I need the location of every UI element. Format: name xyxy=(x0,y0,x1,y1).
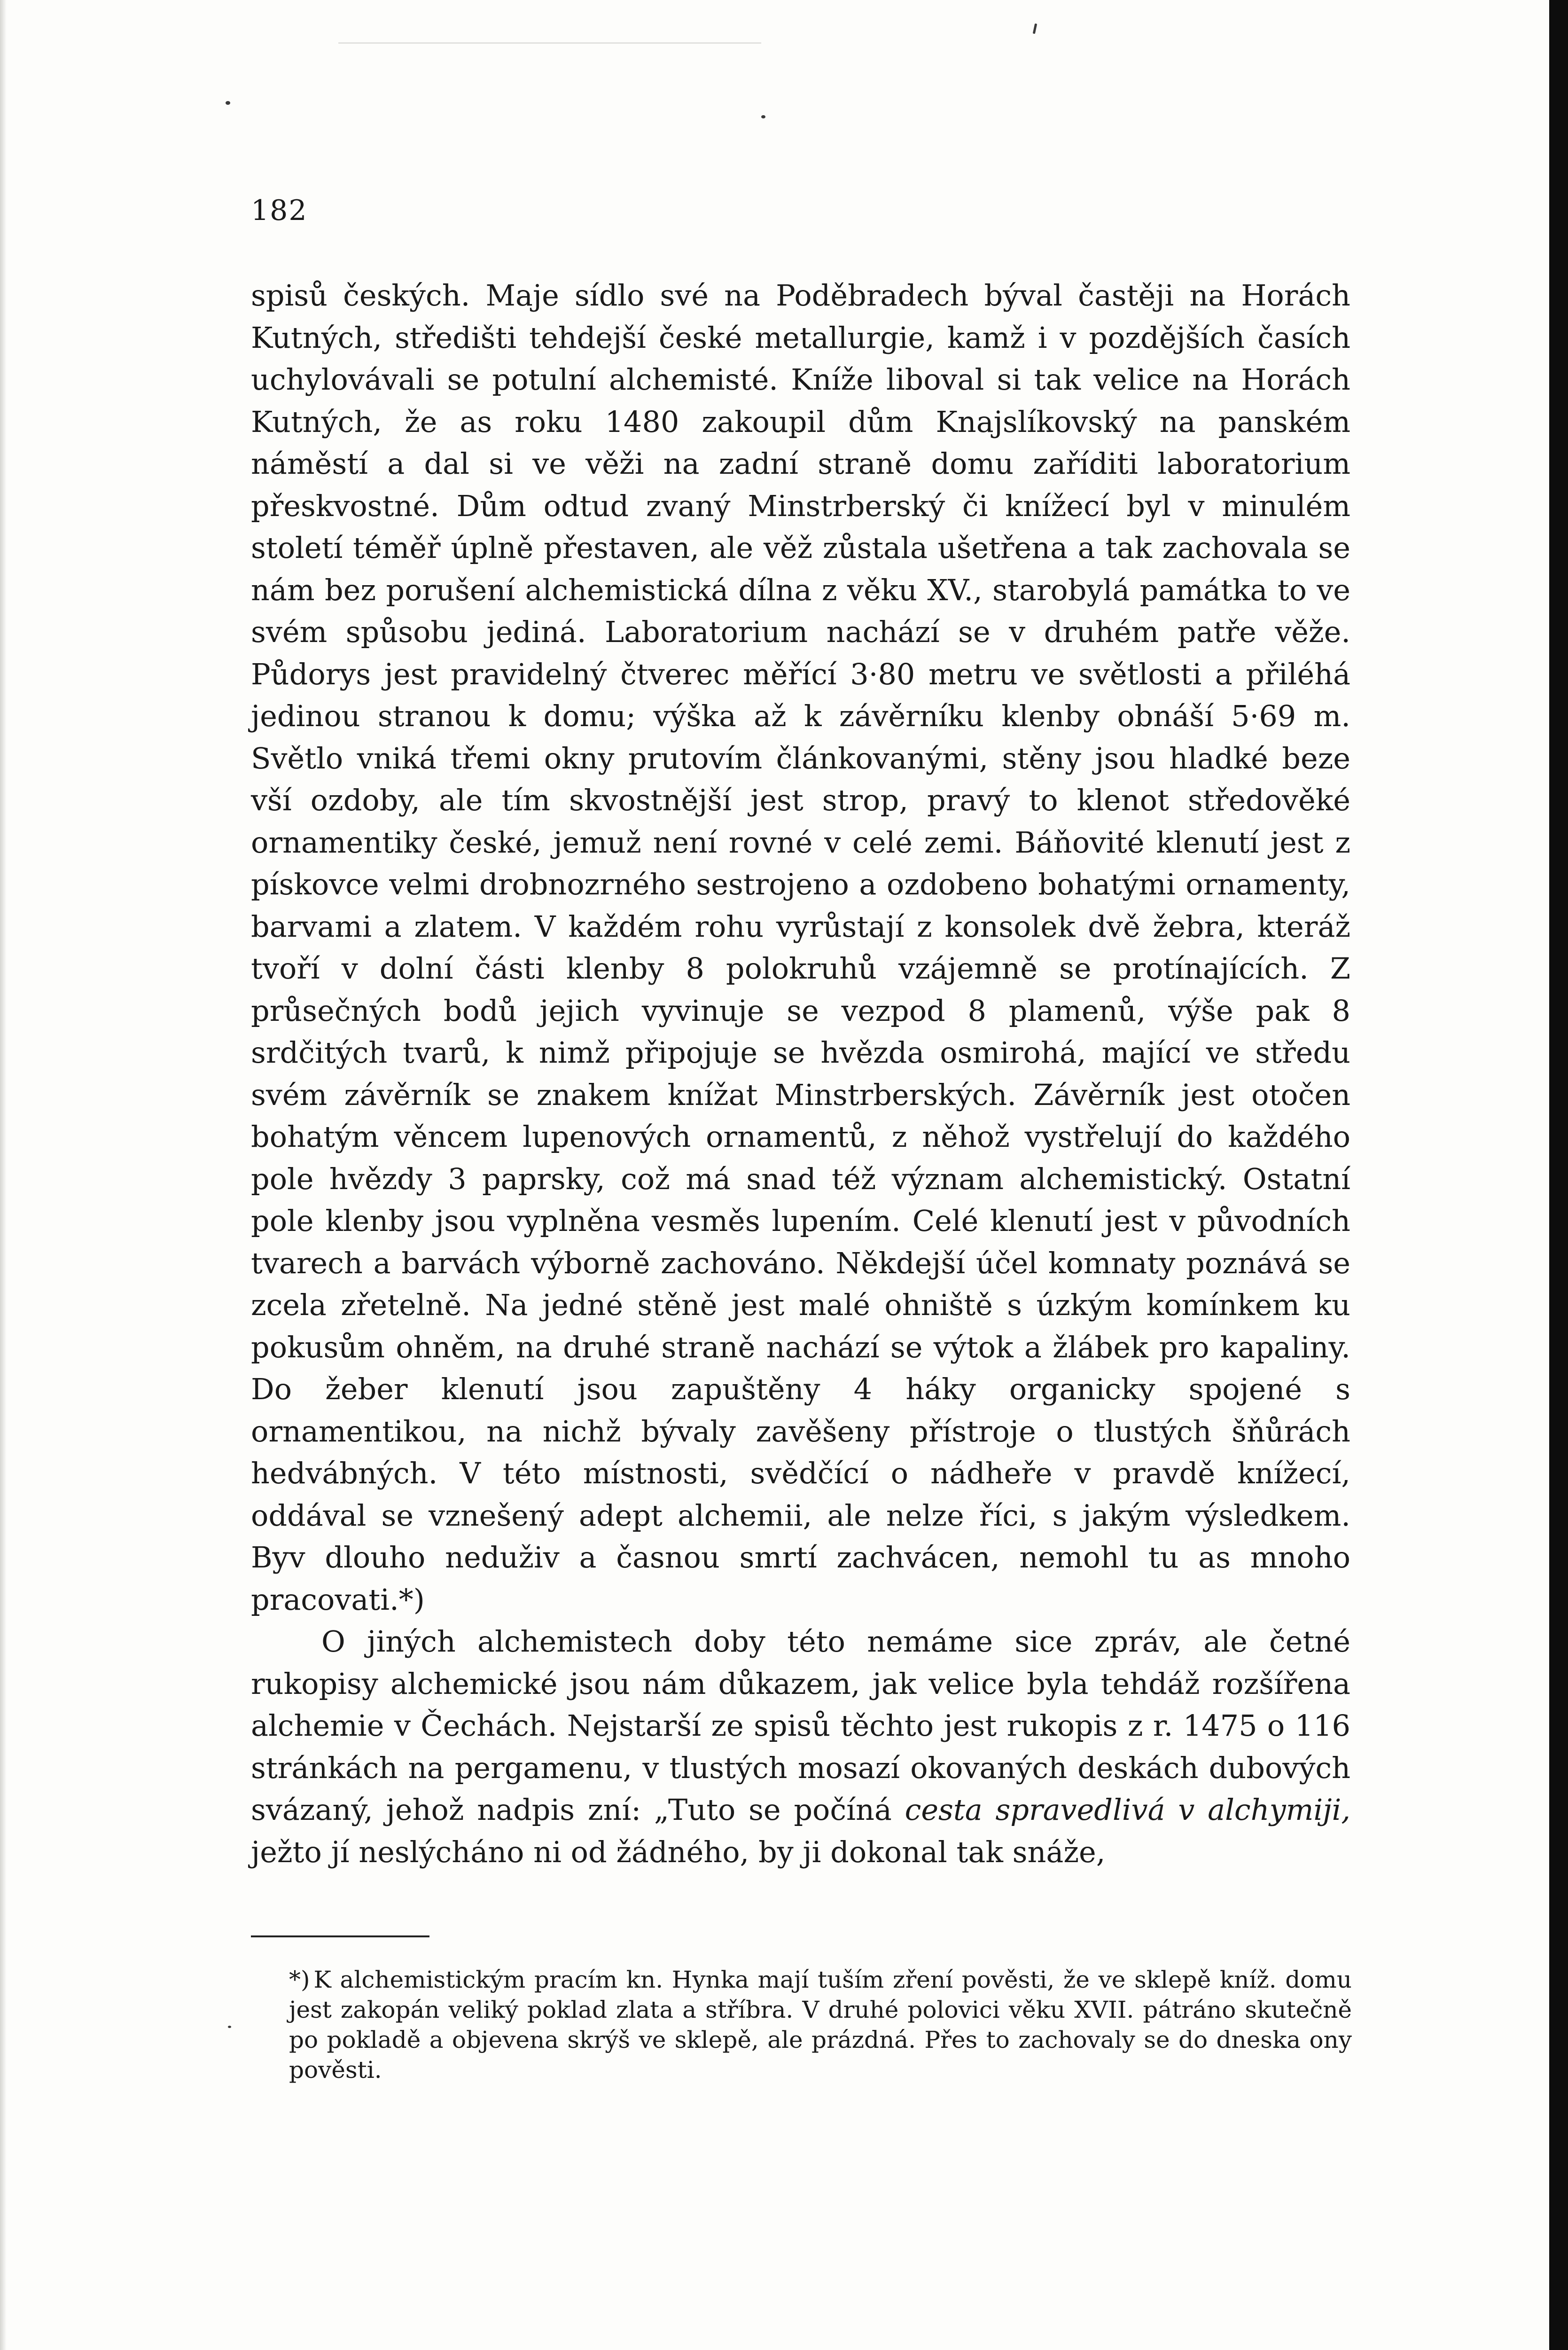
footnote xyxy=(289,1965,1352,2085)
paragraph-text: O jiných alchemistech doby této nemáme sice zpráv, ale četné rukopisy alchemické jsou nám důkazem, jak velice byla tehdáž rozšířena alchemie v Čechách. Nejstarší ze spisů těchto jest rukopis z r. 1475 o 116 stránkách na pergamenu, v tlustých mosazí okovaných deskách dubových svázaný, jehož nadpis zní: „Tuto se počíná xyxy=(251,1624,1350,1827)
footnote-marker: *) xyxy=(289,1966,310,1993)
scan-frame-right xyxy=(1549,0,1568,2350)
scan-speck xyxy=(1033,24,1037,34)
paragraph xyxy=(251,1621,1350,1873)
scan-top-fold xyxy=(338,0,761,44)
paragraph: spisů českých. Maje sídlo své na Poděbradech býval častěji na Horách Kutných, středišti tehdejší české metallurgie, kamž i v pozdějších časích uchylovávali se potulní alchemisté. Kníže liboval si tak velice na Horách Kutných, že as roku 1480 zakoupil dům Knajslíkovský na panském náměstí a dal si ve věži na zadní straně domu zaříditi laboratorium přeskvostné. Dům odtud zvaný Minstrberský či knížecí byl v minulém století téměř úplně přestaven, ale věž zůstala ušetřena a tak zachovala se nám bez porušení alchemistická dílna z věku XV., starobylá památka to ve svém spůsobu jediná. Laboratorium nachází se v druhém patře věže. Půdorys jest pravidelný čtverec měřící 3·80 metru ve světlosti a přiléhá jedinou stranou k domu; výška až k závěrníku klenby obnáší 5·69 m. Světlo vniká třemi okny prutovím článkovanými, stěny jsou hladké beze vší ozdoby, ale tím skvostnější jest strop, pravý to klenot středověké ornamentiky české, jemuž není rovné v celé zemi. Báňovité klenutí jest z pískovce velmi drobnozrného sestrojeno a ozdobeno bohatými ornamenty, barvami a zlatem. V každém rohu vyrůstají z konsolek dvě žebra, kteráž tvoří v dolní části klenby 8 polokruhů vzájemně se protínajících. Z průsečných bodů jejich vyvinuje se vezpod 8 plamenů, výše pak 8 srdčitých tvarů, k nimž připojuje se hvězda osmirohá, mající ve středu svém závěrník se znakem knížat Minstrberských. Závěrník jest otočen bohatým věncem lupenových ornamentů, z něhož vystřelují do každého pole hvězdy 3 paprsky, což má snad též význam alchemistický. Ostatní pole klenby jsou vyplněna vesměs lupením. Celé klenutí jest v původních tvarech a barvách výborně zachováno. Někdejší účel komnaty poznává se zcela zřetelně. Na jedné stěně jest malé ohniště s úzkým komínkem ku pokusům ohněm, na druhé straně nachází se výtok a žlábek pro kapaliny. Do žeber klenutí jsou zapuštěny 4 háky organicky spojené s ornamentikou, na nichž bývaly zavěšeny přístroje o tlustých šňůrách hedvábných. V této místnosti, svědčící o nádheře v pravdě knížecí, oddával se vznešený adept alchemii, ale nelze říci, s jakým výsledkem. Byv dlouho neduživ a časnou smrtí zachvácen, nemohl tu as mnoho pracovati.*) xyxy=(251,278,1350,1617)
italic-title: cesta spravedlivá v alchymiji, xyxy=(905,1793,1350,1827)
scan-speck xyxy=(228,2026,231,2028)
main-text xyxy=(251,274,1350,1873)
footnote-text: K alchemistickým pracím kn. Hynka mají tuším zření pověsti, že ve sklepě kníž. domu jest zakopán veliký poklad zlata a stříbra. V druhé polovici věku XVII. pátráno skutečně po pokladě a objevena skrýš ve sklepě, ale prázdná. Přes to zachovaly se do dneska ony pověsti. xyxy=(289,1966,1352,2084)
footnote-rule xyxy=(251,1935,429,1937)
scan-left-shadow xyxy=(0,0,7,2350)
paragraph-text: ježto jí neslýcháno ni od žádného, by ji dokonal tak snáže, xyxy=(251,1834,1106,1869)
scan-speck xyxy=(761,115,765,118)
page-number: 182 xyxy=(251,194,308,227)
scan-speck xyxy=(226,101,230,105)
